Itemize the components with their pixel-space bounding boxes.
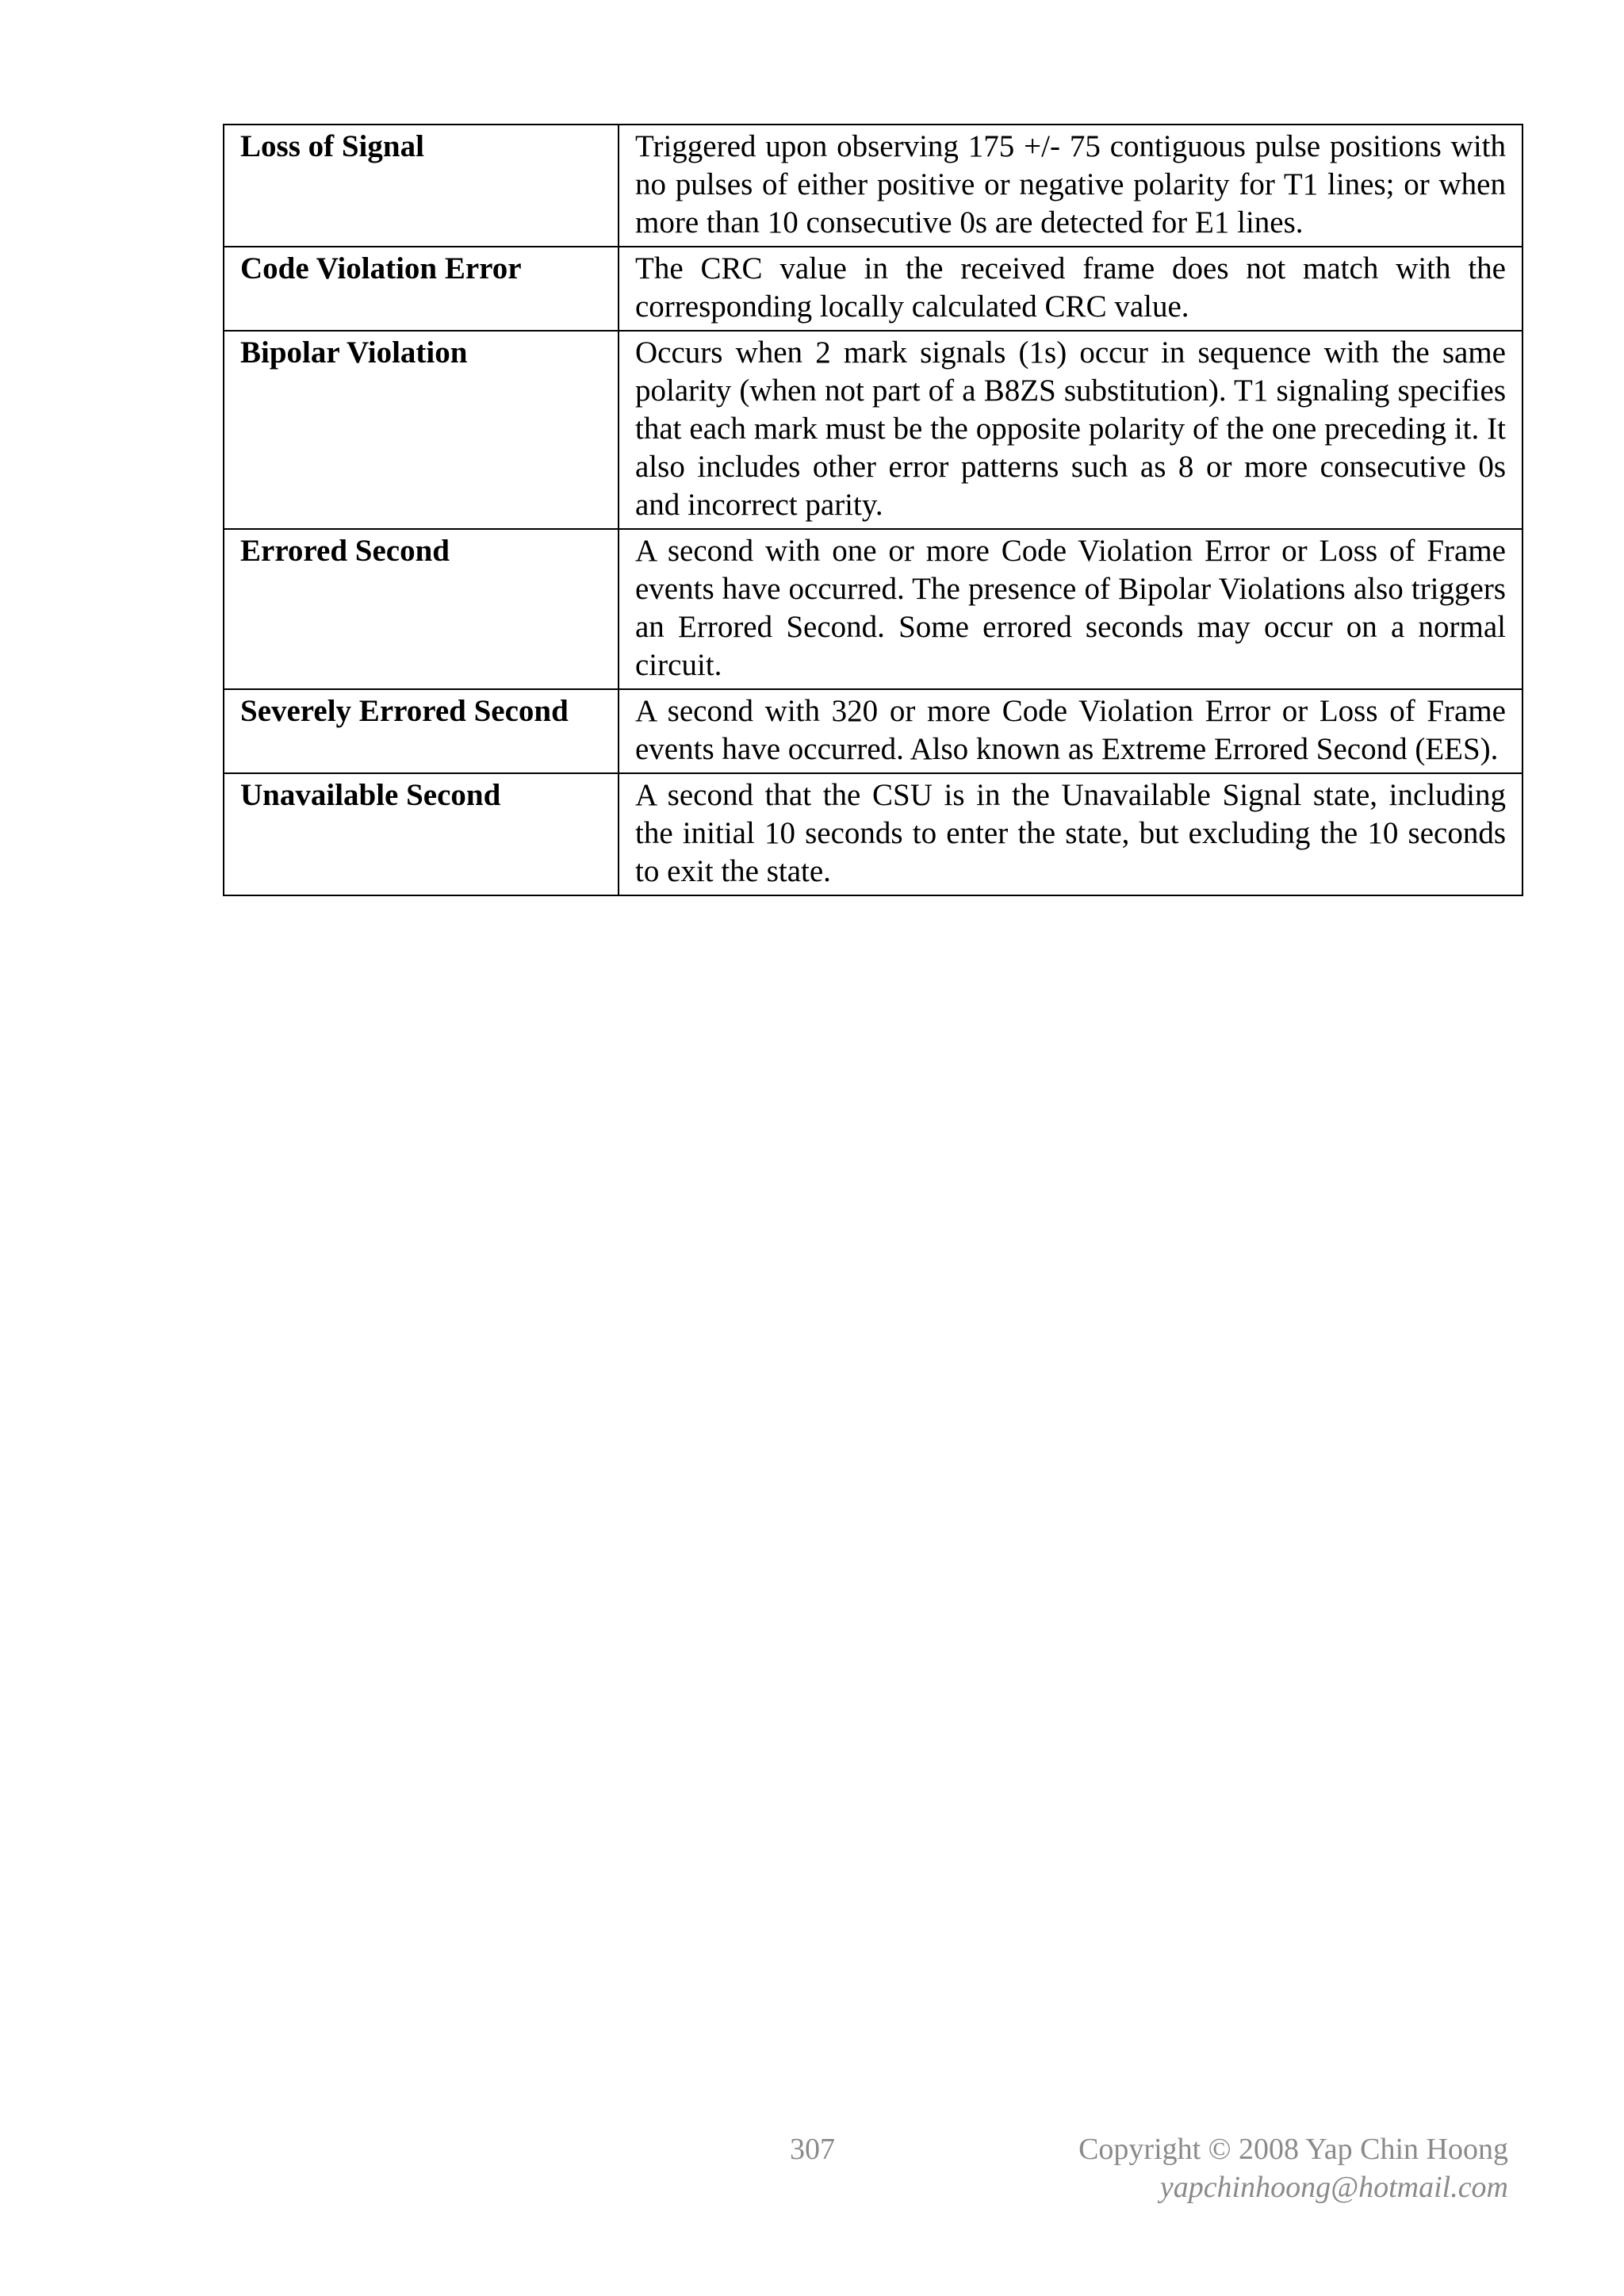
- term-cell: Errored Second: [224, 529, 619, 689]
- term-cell: Code Violation Error: [224, 247, 619, 331]
- table-row: [224, 125, 1522, 247]
- description-cell: The CRC value in the received frame does not match with the corresponding locally calculated CRC value.: [619, 247, 1522, 331]
- description-cell: A second with 320 or more Code Violation Error or Loss of Frame events have occurred. Also known as Extreme Errored Second (EES).: [619, 689, 1522, 773]
- term-cell: Severely Errored Second: [224, 689, 619, 773]
- page-number: 307: [790, 2133, 835, 2166]
- description-cell: Occurs when 2 mark signals (1s) occur in sequence with the same polarity (when not part of a B8ZS substitution). T1 signaling specifies that each mark must be the opposite polarity of the one preceding it. It also includes other error patterns such as 8 or more consecutive 0s and incorrect parity.: [619, 331, 1522, 529]
- table-row: [224, 773, 1522, 895]
- table-row: [224, 689, 1522, 773]
- table-row: [224, 529, 1522, 689]
- term-cell: Loss of Signal: [224, 125, 619, 247]
- term-cell: Unavailable Second: [224, 773, 619, 895]
- description-cell: A second that the CSU is in the Unavailable Signal state, including the initial 10 seconds to enter the state, but excluding the 10 seconds to exit the state.: [619, 773, 1522, 895]
- author-email: yapchinhoong@hotmail.com: [1159, 2171, 1508, 2204]
- term-cell: Bipolar Violation: [224, 331, 619, 529]
- description-cell: Triggered upon observing 175 +/- 75 contiguous pulse positions with no pulses of either positive or negative polarity for T1 lines; or when more than 10 consecutive 0s are detected for E1 lines.: [619, 125, 1522, 247]
- copyright-notice: Copyright © 2008 Yap Chin Hoong: [1078, 2133, 1508, 2166]
- definitions-table: [223, 124, 1523, 896]
- table-row: [224, 331, 1522, 529]
- table-row: [224, 247, 1522, 331]
- description-cell: A second with one or more Code Violation Error or Loss of Frame events have occurred. The presence of Bipolar Violations also triggers an Errored Second. Some errored seconds may occur on a normal circuit.: [619, 529, 1522, 689]
